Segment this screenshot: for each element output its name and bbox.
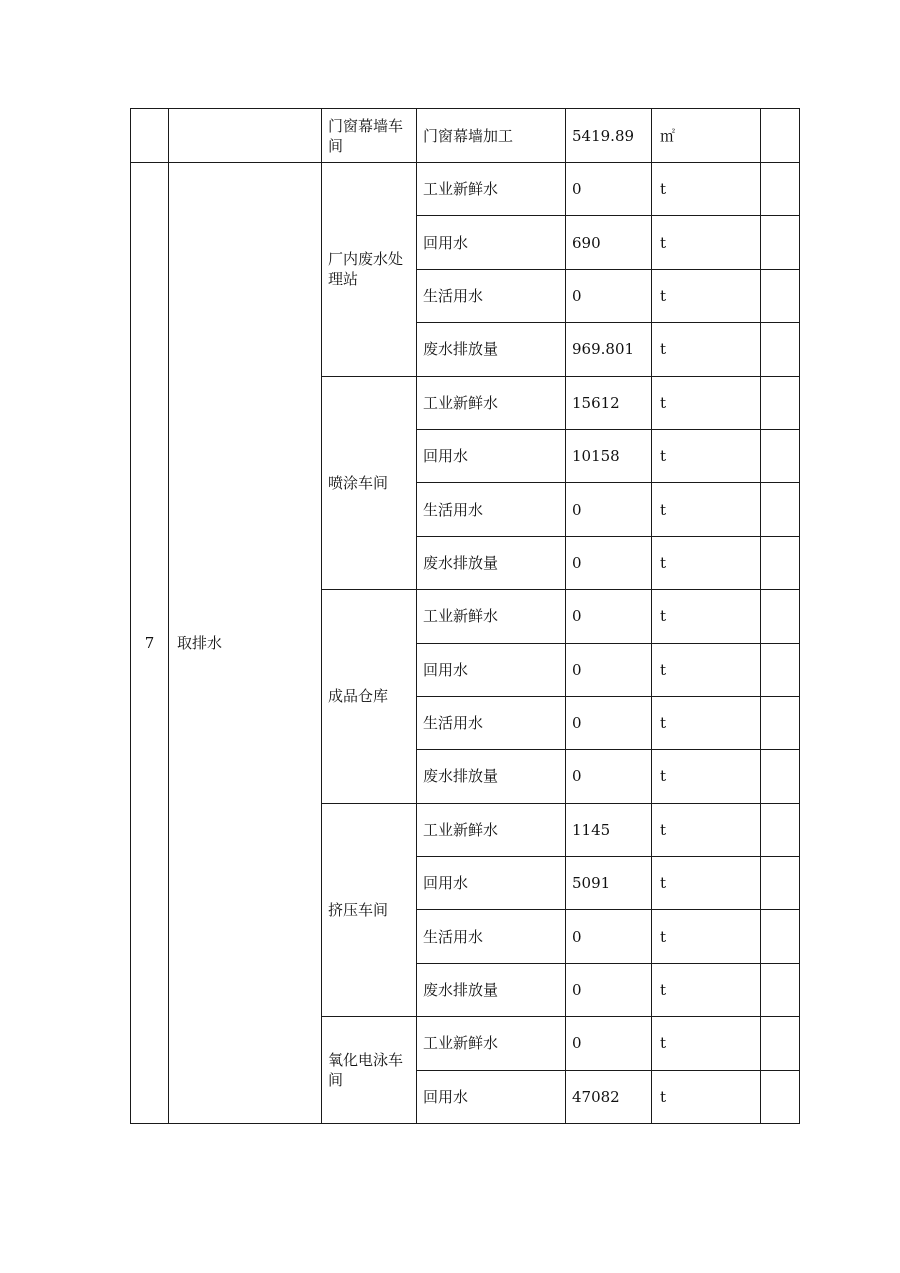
remark-cell	[761, 429, 800, 482]
unit-cell: t	[652, 483, 761, 536]
remark-cell	[761, 910, 800, 963]
item-cell: 生活用水	[417, 483, 566, 536]
unit-cell: t	[652, 323, 761, 376]
remark-cell	[761, 1070, 800, 1123]
item-cell: 回用水	[417, 857, 566, 910]
item-cell: 门窗幕墙加工	[417, 109, 566, 163]
value-cell: 0	[566, 269, 652, 322]
value-cell: 0	[566, 750, 652, 803]
value-cell: 10158	[566, 429, 652, 482]
unit-cell: t	[652, 429, 761, 482]
category-number: 7	[131, 163, 169, 1124]
unit-cell: t	[652, 163, 761, 216]
remark-cell	[761, 857, 800, 910]
value-cell: 0	[566, 163, 652, 216]
index-cell	[131, 109, 169, 163]
remark-cell	[761, 536, 800, 589]
workshop-cell: 挤压车间	[322, 803, 417, 1017]
unit-cell: t	[652, 803, 761, 856]
remark-cell	[761, 216, 800, 269]
value-cell: 0	[566, 963, 652, 1016]
item-cell: 回用水	[417, 216, 566, 269]
value-cell: 0	[566, 910, 652, 963]
table-row	[131, 163, 800, 216]
item-cell: 生活用水	[417, 269, 566, 322]
item-cell: 回用水	[417, 643, 566, 696]
unit-cell: t	[652, 1070, 761, 1123]
water-usage-table	[130, 108, 800, 1124]
category-name: 取排水	[169, 163, 322, 1124]
value-cell: 0	[566, 696, 652, 749]
unit-cell: t	[652, 750, 761, 803]
remark-cell	[761, 590, 800, 643]
unit-cell: t	[652, 696, 761, 749]
remark-cell	[761, 696, 800, 749]
workshop-cell: 成品仓库	[322, 590, 417, 804]
unit-cell: t	[652, 376, 761, 429]
remark-cell	[761, 269, 800, 322]
value-cell: 15612	[566, 376, 652, 429]
item-cell: 生活用水	[417, 696, 566, 749]
item-cell: 废水排放量	[417, 323, 566, 376]
unit-cell: t	[652, 1017, 761, 1070]
workshop-cell: 喷涂车间	[322, 376, 417, 590]
item-cell: 工业新鲜水	[417, 163, 566, 216]
item-cell: 工业新鲜水	[417, 1017, 566, 1070]
value-cell: 0	[566, 483, 652, 536]
item-cell: 工业新鲜水	[417, 376, 566, 429]
value-cell: 969.801	[566, 323, 652, 376]
value-cell: 5091	[566, 857, 652, 910]
value-cell: 5419.89	[566, 109, 652, 163]
remark-cell	[761, 803, 800, 856]
unit-cell: t	[652, 910, 761, 963]
unit-cell: t	[652, 216, 761, 269]
unit-cell: t	[652, 963, 761, 1016]
table-row	[131, 109, 800, 163]
value-cell: 1145	[566, 803, 652, 856]
item-cell: 回用水	[417, 1070, 566, 1123]
remark-cell	[761, 376, 800, 429]
workshop-cell: 氧化电泳车间	[322, 1017, 417, 1124]
category-cell	[169, 109, 322, 163]
unit-cell: t	[652, 643, 761, 696]
remark-cell	[761, 483, 800, 536]
value-cell: 690	[566, 216, 652, 269]
remark-cell	[761, 963, 800, 1016]
value-cell: 0	[566, 643, 652, 696]
item-cell: 工业新鲜水	[417, 590, 566, 643]
remark-cell	[761, 750, 800, 803]
unit-cell: t	[652, 590, 761, 643]
workshop-cell: 厂内废水处理站	[322, 163, 417, 377]
remark-cell	[761, 643, 800, 696]
item-cell: 回用水	[417, 429, 566, 482]
item-cell: 废水排放量	[417, 963, 566, 1016]
remark-cell	[761, 163, 800, 216]
remark-cell	[761, 1017, 800, 1070]
remark-cell	[761, 323, 800, 376]
unit-cell: t	[652, 857, 761, 910]
table-body	[131, 109, 800, 1124]
unit-cell: t	[652, 536, 761, 589]
value-cell: 0	[566, 1017, 652, 1070]
value-cell: 0	[566, 590, 652, 643]
item-cell: 废水排放量	[417, 750, 566, 803]
value-cell: 47082	[566, 1070, 652, 1123]
unit-cell: ㎡	[652, 109, 761, 163]
workshop-cell: 门窗幕墙车间	[322, 109, 417, 163]
item-cell: 废水排放量	[417, 536, 566, 589]
unit-cell: t	[652, 269, 761, 322]
item-cell: 工业新鲜水	[417, 803, 566, 856]
item-cell: 生活用水	[417, 910, 566, 963]
remark-cell	[761, 109, 800, 163]
value-cell: 0	[566, 536, 652, 589]
